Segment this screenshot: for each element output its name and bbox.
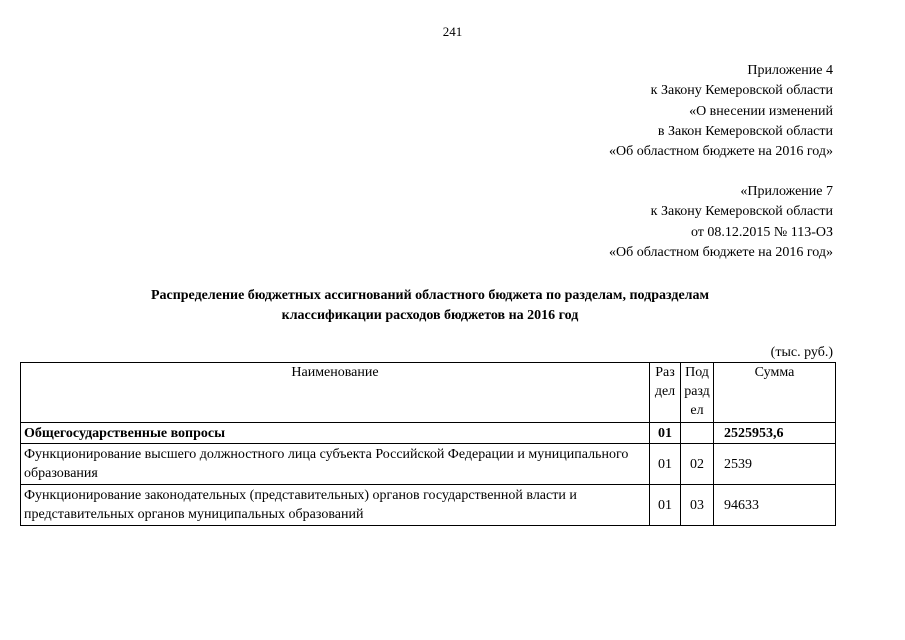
header-subsection-line: ел [690, 403, 704, 418]
row-subsection: 03 [681, 485, 714, 526]
appendix-7-header [609, 182, 833, 263]
row-sum: 94633 [714, 485, 836, 526]
header-name: Наименование [21, 363, 650, 423]
header-section-line: Раз [655, 365, 675, 380]
row-name: Функционирование высшего должностного лица субъекта Российской Федерации и муниципального образования [21, 444, 650, 485]
table-row [21, 444, 836, 485]
header-sum: Сумма [714, 363, 836, 423]
appendix-line: от 08.12.2015 № 113-ОЗ [690, 224, 833, 240]
row-sum: 2539 [714, 444, 836, 485]
appendix-line: к Закону Кемеровской области [650, 204, 833, 220]
budget-table [20, 362, 836, 526]
title-line-1: Распределение бюджетных ассигнований областного бюджета по разделам, подразделам [150, 288, 710, 303]
row-section: 01 [650, 485, 681, 526]
appendix-line: в Закон Кемеровской области [657, 123, 833, 139]
appendix-line: «Приложение 7 [740, 184, 833, 199]
appendix-line: к Закону Кемеровской области [650, 83, 833, 99]
appendix-line: Приложение 4 [747, 63, 833, 78]
header-subsection-line: разд [684, 384, 710, 399]
row-subsection: 02 [681, 444, 714, 485]
appendix-line: «Об областном бюджете на 2016 год» [609, 244, 833, 260]
header-section-line: дел [654, 384, 676, 399]
page-number: 241 [442, 24, 463, 39]
row-name: Общегосударственные вопросы [21, 423, 650, 444]
header-subsection [681, 363, 714, 423]
appendix-4-header [609, 61, 833, 162]
appendix-line: «О внесении изменений [689, 103, 833, 119]
document-title [0, 286, 860, 326]
row-sum: 2525953,6 [714, 423, 836, 444]
table-row [21, 423, 836, 444]
row-section: 01 [650, 423, 681, 444]
header-subsection-line: Под [685, 365, 709, 380]
row-name: Функционирование законодательных (представительных) органов государственной власти и представительных органов муниципальных образований [21, 485, 650, 526]
row-section: 01 [650, 444, 681, 485]
table-row [21, 485, 836, 526]
units-label: (тыс. руб.) [770, 345, 833, 360]
table-header-row [21, 363, 836, 423]
title-line-2: классификации расходов бюджетов на 2016 год [281, 308, 579, 323]
appendix-line: «Об областном бюджете на 2016 год» [609, 144, 833, 160]
row-subsection [681, 423, 714, 444]
header-section [650, 363, 681, 423]
